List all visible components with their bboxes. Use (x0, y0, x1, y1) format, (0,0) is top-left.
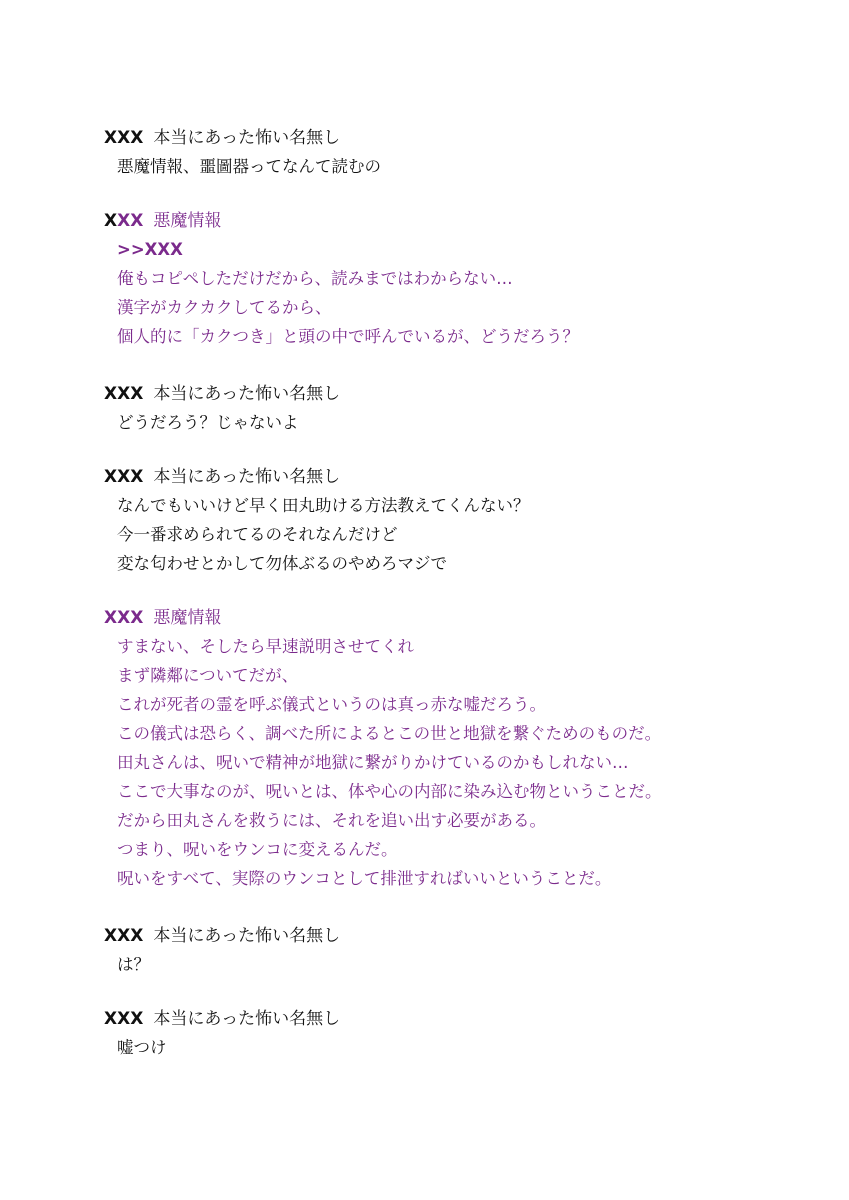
post-id: XXX (104, 926, 144, 946)
post-id: XXX (104, 1009, 144, 1029)
post-body-line: 個人的に「カクつき」と頭の中で呼んでいるが、どうだろう？ (117, 327, 579, 346)
post-id: XXX (104, 608, 144, 628)
post-id-part: XX (117, 211, 144, 231)
post-author-name: 本当にあった怖い名無し (153, 128, 341, 148)
post-body-line: は？ (117, 955, 150, 974)
post-body-line: この儀式は恐らく、調べた所によるとこの世と地獄を繋ぐためのものだ。 (117, 724, 662, 743)
post-body-line: つまり、呪いをウンコに変えるんだ。 (117, 840, 398, 859)
post-body-line: だから田丸さんを救うには、それを追い出す必要がある。 (117, 811, 546, 830)
post-body-line: なんでもいいけど早く田丸助ける方法教えてくんない？ (117, 496, 530, 515)
post (104, 1005, 340, 1062)
post (104, 380, 340, 437)
post-body-line: すまない、そしたら早速説明させてくれ (117, 637, 414, 656)
post (104, 463, 530, 578)
post-body-line: 田丸さんは、呪いで精神が地獄に繋がりかけているのかもしれない… (117, 753, 629, 772)
post-author-name: 悪魔情報 (153, 608, 222, 628)
post-body-line: 漢字がカクカクしてるから、 (117, 298, 332, 317)
post-id (104, 211, 143, 231)
post-author-name: 本当にあった怖い名無し (153, 384, 341, 404)
post-author-name: 本当にあった怖い名無し (153, 467, 341, 487)
post-id: XXX (104, 467, 144, 487)
post-header (104, 922, 340, 950)
post (104, 124, 381, 181)
post-header (104, 380, 340, 408)
post-body-line: 悪魔情報、噩圖器ってなんて読むの (117, 157, 381, 176)
post (104, 207, 579, 351)
post-author-name: 本当にあった怖い名無し (153, 1009, 341, 1029)
post-id-part: X (104, 211, 118, 231)
post-author-name: 本当にあった怖い名無し (153, 926, 341, 946)
post-author-name: 悪魔情報 (153, 211, 222, 231)
post-body-line: これが死者の霊を呼ぶ儀式というのは真っ赤な嘘だろう。 (117, 695, 546, 714)
reply-anchor-link[interactable]: >>XXX (117, 240, 183, 259)
post (104, 604, 662, 893)
post-body-line: 変な匂わせとかして勿体ぶるのやめろマジで (117, 554, 447, 573)
post-body-line: ここで大事なのが、呪いとは、体や心の内部に染み込む物ということだ。 (117, 782, 662, 801)
post-body-line: どうだろう？じゃないよ (117, 413, 299, 432)
post-body-line: 嘘つけ (117, 1038, 167, 1057)
post-body-line: 俺もコピペしただけだから、読みまではわからない… (117, 269, 513, 288)
post-body-line: 今一番求められてるのそれなんだけど (117, 525, 398, 544)
post-header (104, 207, 579, 235)
post-body-line: 呪いをすべて、実際のウンコとして排泄すればいいということだ。 (117, 869, 612, 888)
post-header (104, 1005, 340, 1033)
post-header (104, 463, 530, 491)
post-id: XXX (104, 128, 144, 148)
post (104, 922, 340, 979)
post-id: XXX (104, 384, 144, 404)
post-header (104, 124, 381, 152)
post-header (104, 604, 662, 632)
post-body-line: まず隣鄰についてだが、 (117, 666, 299, 685)
